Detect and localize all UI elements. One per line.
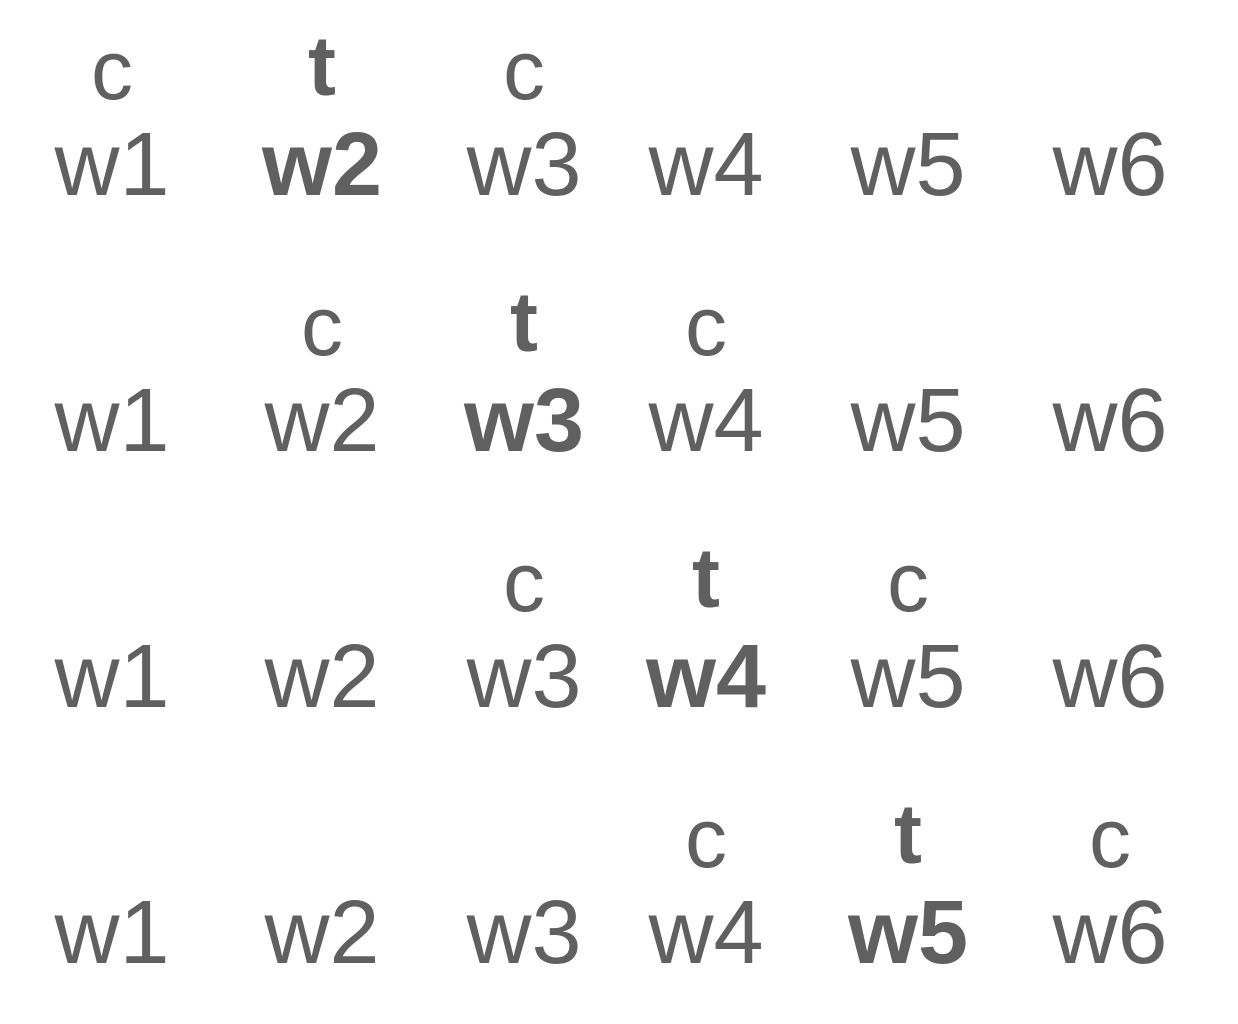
target-word: w5 [847,883,969,983]
token-cell [808,0,1008,256]
target-marker: t [692,531,720,625]
context-marker: c [503,535,545,629]
word-token: w6 [1052,371,1168,471]
token-cell [222,768,422,1024]
token-cell [606,512,806,768]
token-cell [222,256,422,512]
word-token: w1 [54,115,170,215]
window-row-2 [0,256,1238,512]
token-cell [424,256,624,512]
window-row-3 [0,512,1238,768]
target-word: w2 [261,115,383,215]
token-cell [606,0,806,256]
token-cell [1010,768,1210,1024]
token-cell [606,768,806,1024]
word-token: w6 [1052,883,1168,983]
word-token: w5 [850,115,966,215]
word-token: w3 [466,883,582,983]
token-cell [12,768,212,1024]
token-cell [1010,256,1210,512]
context-marker: c [91,23,133,117]
target-word: w3 [463,371,585,471]
token-cell [1010,0,1210,256]
word-token: w2 [264,371,380,471]
word-token: w5 [850,371,966,471]
token-cell [808,768,1008,1024]
target-word: w4 [645,627,767,727]
target-marker: t [308,19,336,113]
word-token: w5 [850,627,966,727]
context-marker: c [1089,791,1131,885]
token-cell [424,768,624,1024]
window-row-4 [0,768,1238,1024]
word-token: w3 [466,627,582,727]
word-token: w2 [264,883,380,983]
token-cell [12,512,212,768]
word-token: w1 [54,627,170,727]
word-token: w4 [648,115,764,215]
word-token: w4 [648,371,764,471]
token-cell [606,256,806,512]
word-token: w1 [54,883,170,983]
target-marker: t [510,275,538,369]
word-token: w2 [264,627,380,727]
token-cell [424,0,624,256]
token-cell [424,512,624,768]
token-cell [808,512,1008,768]
word-token: w6 [1052,115,1168,215]
token-cell [12,0,212,256]
token-cell [808,256,1008,512]
context-marker: c [887,535,929,629]
context-marker: c [503,23,545,117]
word-token: w6 [1052,627,1168,727]
context-marker: c [685,279,727,373]
word-token: w4 [648,883,764,983]
context-marker: c [685,791,727,885]
context-marker: c [301,279,343,373]
word-token: w1 [54,371,170,471]
token-cell [1010,512,1210,768]
target-marker: t [894,787,922,881]
token-cell [222,0,422,256]
word-token: w3 [466,115,582,215]
token-cell [222,512,422,768]
window-row-1 [0,0,1238,256]
token-cell [12,256,212,512]
